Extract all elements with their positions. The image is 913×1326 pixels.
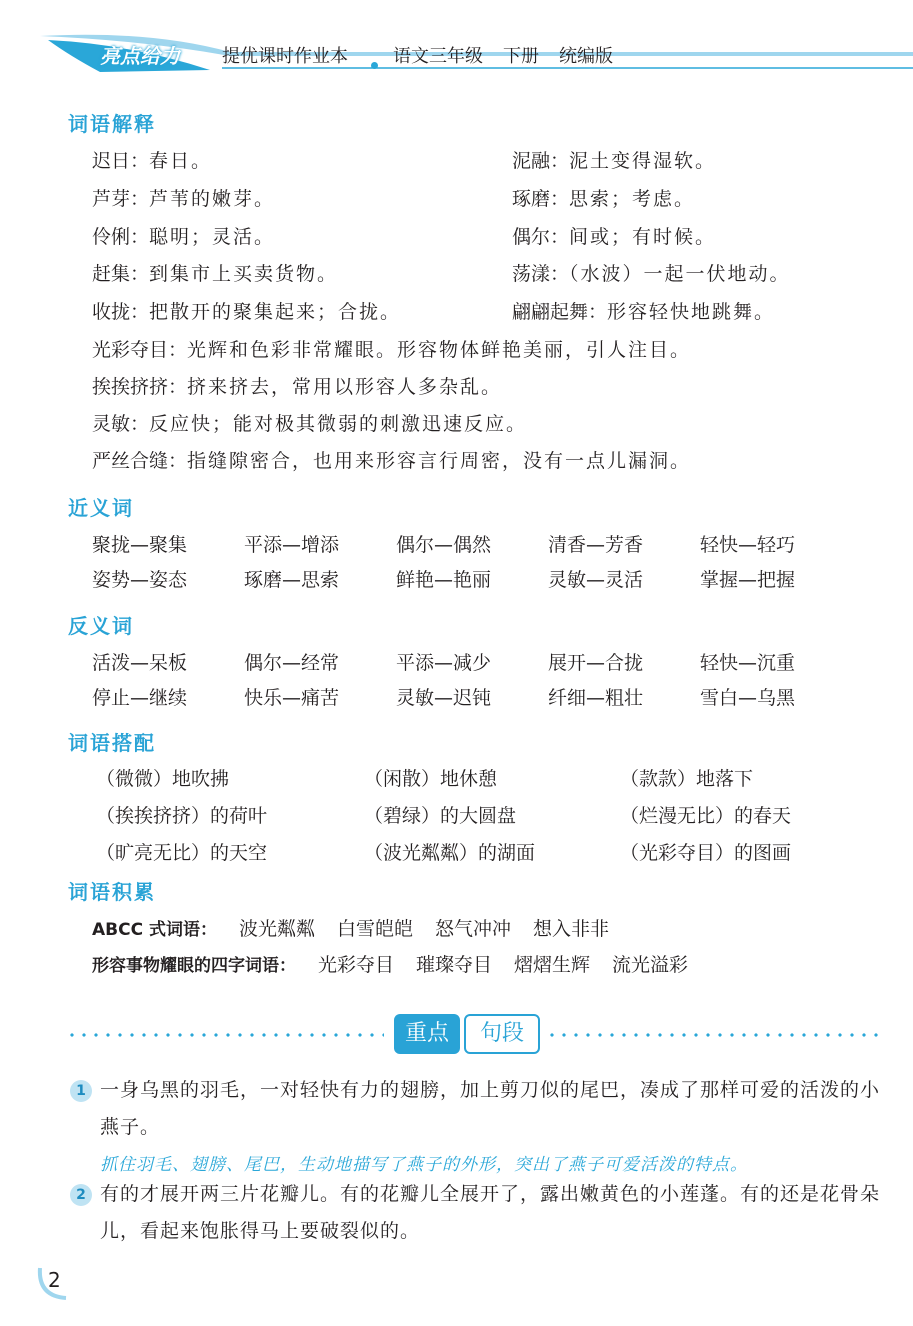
section-title-antonym: 反义词 <box>68 614 134 638</box>
explain-def: 芦苇的嫩芽。 <box>149 188 276 210</box>
subject-info <box>393 42 633 68</box>
synonym-pair: 琢磨—思索 <box>244 569 340 591</box>
sentence-annotation: 抓住羽毛、翅膀、尾巴，生动地描写了燕子的外形，突出了燕子可爱活泼的特点。 <box>100 1155 748 1175</box>
key-sentence: 一身乌黑的羽毛，一对轻快有力的翅膀，加上剪刀似的尾巴，凑成了那样可爱的活泼的小燕子。 <box>100 1079 881 1138</box>
antonym-pair: 偶尔—经常 <box>244 652 340 674</box>
explain-item: 严丝合缝：指缝隙密合，也用来形容言行周密，没有一点儿漏洞。 <box>92 450 692 472</box>
explain-def: 聪明；灵活。 <box>149 226 276 248</box>
explain-item: 光彩夺目：光辉和色彩非常耀眼。形容物体鲜艳美丽，引人注目。 <box>92 339 692 361</box>
antonym-pair: 雪白—乌黑 <box>700 687 796 709</box>
explain-def: 泥土变得湿软。 <box>569 150 717 172</box>
collocation-item: （烂漫无比）的春天 <box>620 805 792 827</box>
synonym-pair: 偶尔—偶然 <box>396 534 492 556</box>
explain-term: 偶尔 <box>512 226 551 248</box>
abcc-word: 白雪皑皑 <box>337 918 414 940</box>
header-dot <box>371 62 378 69</box>
synonym-pair: 清香—芳香 <box>548 534 644 556</box>
bright-label: 形容事物耀眼的四字词语： <box>92 956 296 976</box>
explain-item: 偶尔：间或；有时候。 <box>512 226 717 248</box>
grade-label: 语文三年级 <box>393 46 483 67</box>
section-title-explain: 词语解释 <box>68 112 156 136</box>
collocation-item: （闲散）地休憩 <box>364 768 498 790</box>
passage-tag: 句段 <box>464 1014 540 1054</box>
antonym-pair: 活泼—呆板 <box>92 652 188 674</box>
sentence-number-badge: 2 <box>70 1184 92 1206</box>
edition-label: 统编版 <box>559 46 613 67</box>
explain-term: 收拢 <box>92 301 131 323</box>
collocation-item: （挨挨挤挤）的荷叶 <box>96 805 268 827</box>
synonym-pair: 聚拢—聚集 <box>92 534 188 556</box>
explain-def: 反应快；能对极其微弱的刺激迅速反应。 <box>149 413 528 435</box>
abcc-word: 波光粼粼 <box>239 918 316 940</box>
explain-def: 间或；有时候。 <box>569 226 717 248</box>
synonym-pair: 姿势—姿态 <box>92 569 188 591</box>
section-title-accumulate: 词语积累 <box>68 880 156 904</box>
antonym-pair: 灵敏—迟钝 <box>396 687 492 709</box>
collocation-item: （旷亮无比）的天空 <box>96 842 268 864</box>
bright-word: 光彩夺目 <box>318 954 395 976</box>
bright-word: 熠熠生辉 <box>514 954 591 976</box>
explain-item: 迟日：春日。 <box>92 150 213 172</box>
bright-word: 流光溢彩 <box>612 954 689 976</box>
explain-def: 把散开的聚集起来；合拢。 <box>149 301 402 323</box>
explain-def: （水波）一起一伏地动。 <box>569 263 791 285</box>
synonym-pair: 轻快—轻巧 <box>700 534 796 556</box>
explain-item: 荡漾：（水波）一起一伏地动。 <box>512 263 791 285</box>
synonym-pair: 灵敏—灵活 <box>548 569 644 591</box>
abcc-label: ABCC 式词语： <box>92 920 217 940</box>
book-title: 提优课时作业本 <box>222 46 348 67</box>
antonym-pair: 快乐—痛苦 <box>244 687 340 709</box>
key-sentence: 有的才展开两三片花瓣儿。有的花瓣儿全展开了，露出嫩黄色的小莲蓬。有的还是花骨朵儿，看起来饱胀得马上要破裂似的。 <box>100 1183 881 1242</box>
bright-words-row <box>92 950 688 977</box>
page-header <box>0 0 913 90</box>
explain-item: 赶集：到集市上买卖货物。 <box>92 263 339 285</box>
explain-term: 赶集 <box>92 263 131 285</box>
explain-item: 收拢：把散开的聚集起来；合拢。 <box>92 301 402 323</box>
synonym-pair: 鲜艳—艳丽 <box>396 569 492 591</box>
explain-def: 春日。 <box>149 150 213 172</box>
abcc-word: 怒气冲冲 <box>435 918 512 940</box>
key-tag: 重点 <box>394 1014 460 1054</box>
explain-def: 光辉和色彩非常耀眼。形容物体鲜艳美丽，引人注目。 <box>187 339 692 361</box>
explain-item: 挨挨挤挤：挤来挤去，常用以形容人多杂乱。 <box>92 376 503 398</box>
antonym-pair: 展开—合拢 <box>548 652 644 674</box>
explain-item: 灵敏：反应快；能对极其微弱的刺激迅速反应。 <box>92 413 528 435</box>
explain-term: 翩翩起舞 <box>512 301 589 323</box>
abcc-word: 想入非非 <box>533 918 610 940</box>
collocation-item: （波光粼粼）的湖面 <box>364 842 536 864</box>
explain-item: 翩翩起舞：形容轻快地跳舞。 <box>512 301 776 323</box>
explain-term: 伶俐 <box>92 226 131 248</box>
dotted-divider-left <box>66 1033 384 1037</box>
section-title-synonym: 近义词 <box>68 496 134 520</box>
volume-label: 下册 <box>503 46 539 67</box>
antonym-pair: 停止—继续 <box>92 687 188 709</box>
collocation-item: （碧绿）的大圆盘 <box>364 805 517 827</box>
explain-term: 芦芽 <box>92 188 131 210</box>
explain-term: 严丝合缝 <box>92 450 169 472</box>
brand-logo-text: 亮点给力 <box>100 44 180 68</box>
synonym-pair: 平添—增添 <box>244 534 340 556</box>
explain-term: 荡漾 <box>512 263 551 285</box>
explain-term: 灵敏 <box>92 413 131 435</box>
page-number: 2 <box>48 1268 61 1292</box>
sentence-number-badge: 1 <box>70 1080 92 1102</box>
antonym-pair: 轻快—沉重 <box>700 652 796 674</box>
explain-item: 泥融：泥土变得湿软。 <box>512 150 717 172</box>
explain-def: 指缝隙密合，也用来形容言行周密，没有一点儿漏洞。 <box>187 450 692 472</box>
antonym-pair: 纤细—粗壮 <box>548 687 644 709</box>
explain-def: 形容轻快地跳舞。 <box>607 301 776 323</box>
bright-word: 璀璨夺目 <box>416 954 493 976</box>
collocation-item: （款款）地落下 <box>620 768 754 790</box>
synonym-pair: 掌握—把握 <box>700 569 796 591</box>
abcc-row <box>92 914 609 941</box>
section-title-collocation: 词语搭配 <box>68 731 156 755</box>
collocation-item: （微微）地吹拂 <box>96 768 230 790</box>
explain-term: 挨挨挤挤 <box>92 376 169 398</box>
explain-def: 思索；考虑。 <box>569 188 696 210</box>
explain-term: 光彩夺目 <box>92 339 169 361</box>
explain-term: 迟日 <box>92 150 131 172</box>
explain-term: 泥融 <box>512 150 551 172</box>
collocation-item: （光彩夺目）的图画 <box>620 842 792 864</box>
explain-term: 琢磨 <box>512 188 551 210</box>
antonym-pair: 平添—减少 <box>396 652 492 674</box>
explain-def: 挤来挤去，常用以形容人多杂乱。 <box>187 376 503 398</box>
dotted-divider-right <box>546 1033 884 1037</box>
explain-item: 琢磨：思索；考虑。 <box>512 188 696 210</box>
explain-item: 芦芽：芦苇的嫩芽。 <box>92 188 276 210</box>
explain-item: 伶俐：聪明；灵活。 <box>92 226 276 248</box>
explain-def: 到集市上买卖货物。 <box>149 263 339 285</box>
